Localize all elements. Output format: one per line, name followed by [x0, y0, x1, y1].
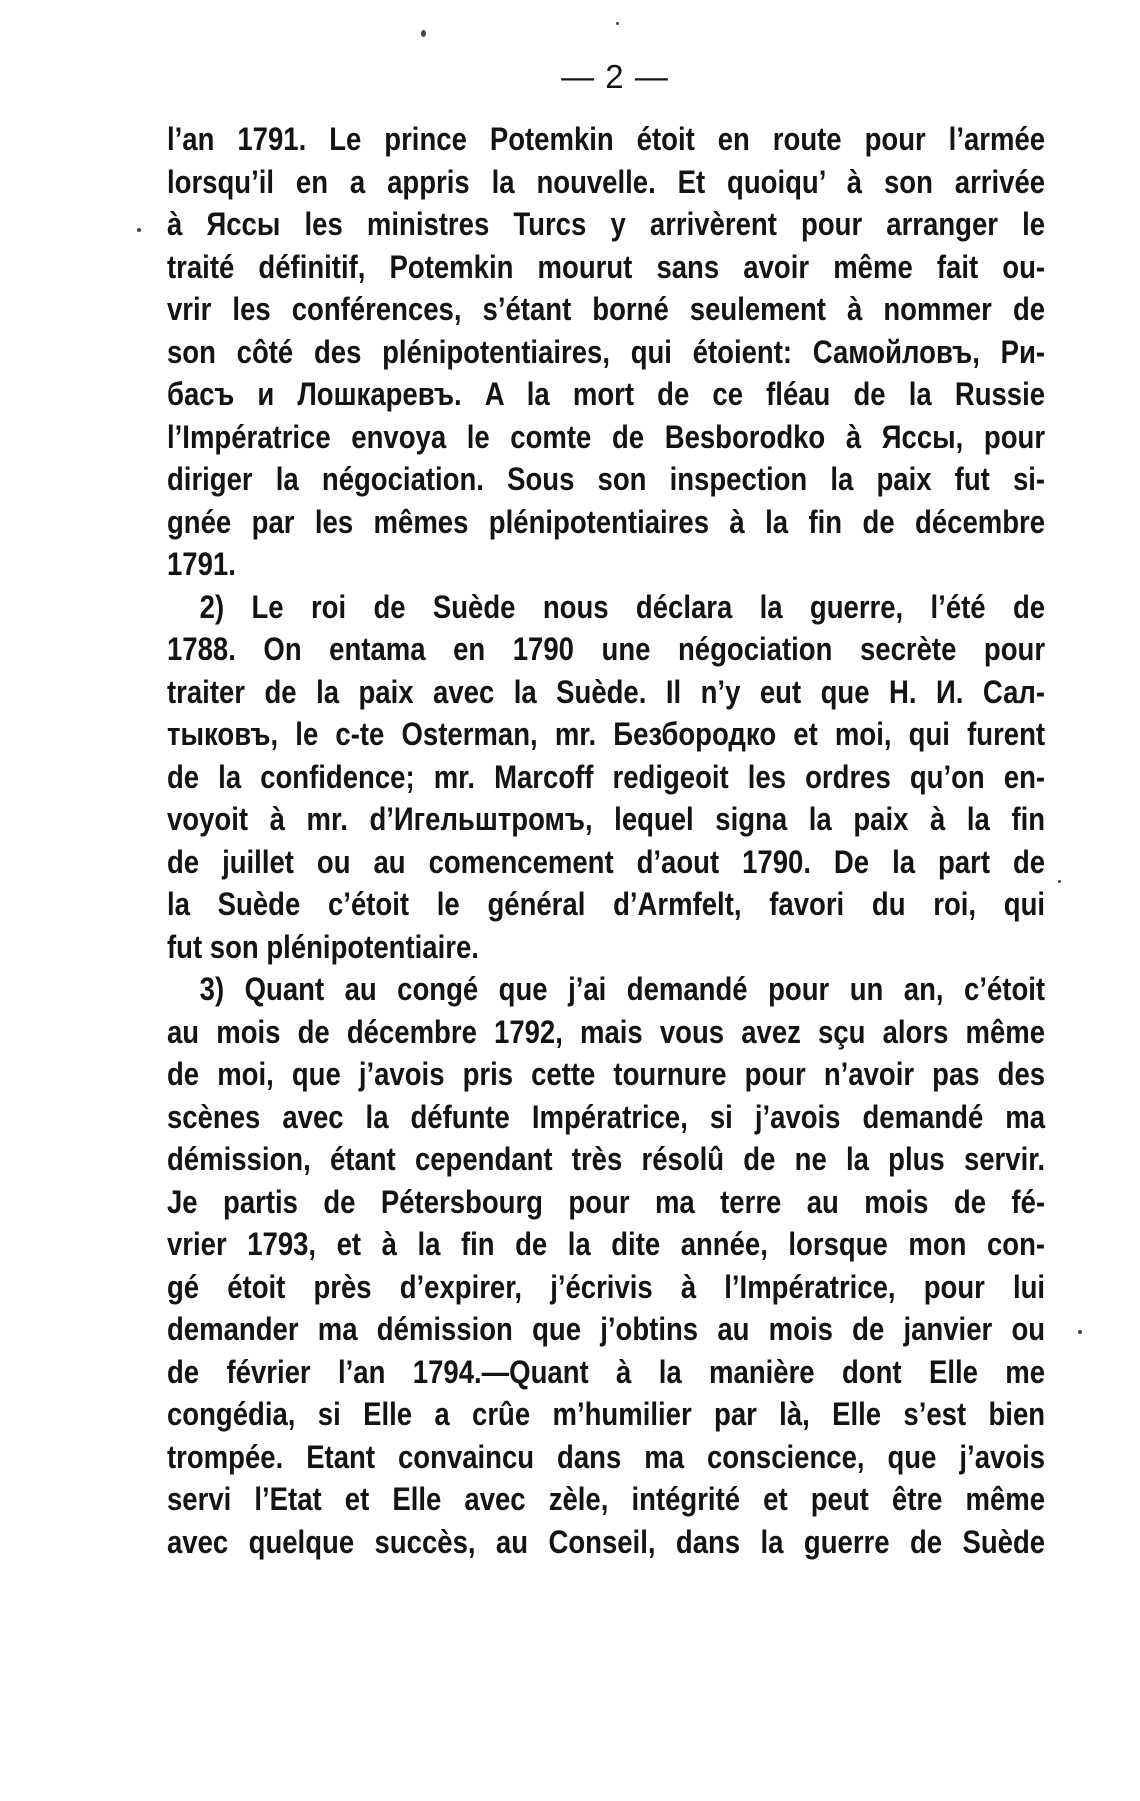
text-line: de moi, que j’avois pris cette tournure pour n’avoir pas des — [167, 1056, 1046, 1092]
text-line: fut son plénipotentiaire. — [167, 928, 479, 965]
ink-speck — [1078, 1330, 1082, 1334]
text-line: басъ и Лошкаревъ. A la mort de ce fléau de la Russie — [167, 376, 1046, 412]
text-line: démission, étant cependant très résolû de ne la plus servir. — [167, 1141, 1046, 1177]
text-line: gé étoit près d’expirer, j’écrivis à l’Impératrice, pour lui — [167, 1268, 1046, 1305]
text-line: demander ma démission que j’obtins au mois de janvier ou — [167, 1311, 1046, 1347]
text-line: congédia, si Elle a crûe m’humilier par là, Elle s’est bien — [167, 1396, 1046, 1432]
text-line: Je partis de Pétersbourg pour ma terre au mois de fé- — [167, 1183, 1046, 1220]
text-line: de février l’an 1794.—Quant à la manière dont Elle me — [167, 1353, 1046, 1390]
text-line: voyoit à mr. d’Игельштромъ, lequel signa la paix à la fin — [167, 801, 1046, 837]
ink-speck — [616, 22, 619, 25]
body-text — [167, 118, 1045, 1563]
text-line: au mois de décembre 1792, mais vous avez sçu alors même — [167, 1013, 1046, 1050]
page-number: — 2 — — [561, 58, 669, 95]
text-line: тыковъ, le c-te Osterman, mr. Безбородко et moi, qui furent — [167, 716, 1046, 752]
ink-speck — [137, 228, 141, 232]
text-line: traiter de la paix avec la Suède. Il n’y eut que H. И. Сал- — [167, 673, 1046, 710]
text-line: à Яссы les ministres Turcs y arrivèrent pour arranger le — [167, 206, 1046, 242]
text-line: 1788. On entama en 1790 une négociation secrète pour — [167, 631, 1046, 667]
ink-speck — [1058, 880, 1061, 883]
text-line: de juillet ou au comencement d’aout 1790. De la part de — [167, 843, 1046, 880]
text-line: son côté des plénipotentiaires, qui étoient: Самойловъ, Ри- — [167, 333, 1046, 370]
text-line: vrir les conférences, s’étant borné seulement à nommer de — [167, 291, 1046, 327]
text-line: gnée par les mêmes plénipotentiaires à la fin de décembre — [167, 503, 1046, 540]
text-line: de la confidence; mr. Marcoff redigeoit les ordres qu’on en- — [167, 758, 1046, 795]
text-line: avec quelque succès, au Conseil, dans la guerre de Suède — [167, 1523, 1046, 1560]
text-line: l’Impératrice envoya le comte de Besborodko à Яссы, pour — [167, 418, 1046, 455]
text-line: l’an 1791. Le prince Potemkin étoit en route pour l’armée — [167, 121, 1046, 157]
text-line: la Suède c’étoit le général d’Armfelt, favori du roi, qui — [167, 886, 1046, 922]
text-line: diriger la négociation. Sous son inspection la paix fut si- — [167, 461, 1046, 497]
text-line: scènes avec la défunte Impératrice, si j’avois demandé ma — [167, 1098, 1046, 1135]
text-line: trompée. Etant convaincu dans ma conscience, que j’avois — [167, 1438, 1046, 1475]
text-line: traité définitif, Potemkin mourut sans avoir même fait ou- — [167, 248, 1046, 285]
text-line: vrier 1793, et à la fin de la dite année, lorsque mon con- — [167, 1226, 1046, 1262]
text-line: servi l’Etat et Elle avec zèle, intégrité et peut être même — [167, 1481, 1046, 1517]
ink-speck — [421, 30, 426, 37]
text-line: 2) Le roi de Suède nous déclara la guerre, l’été de — [199, 588, 1046, 625]
text-line: 1791. — [167, 546, 236, 582]
text-line: 3) Quant au congé que j’ai demandé pour un an, c’étoit — [199, 971, 1046, 1007]
text-line: lorsqu’il en a appris la nouvelle. Et quoiqu’ à son arrivée — [167, 163, 1046, 200]
